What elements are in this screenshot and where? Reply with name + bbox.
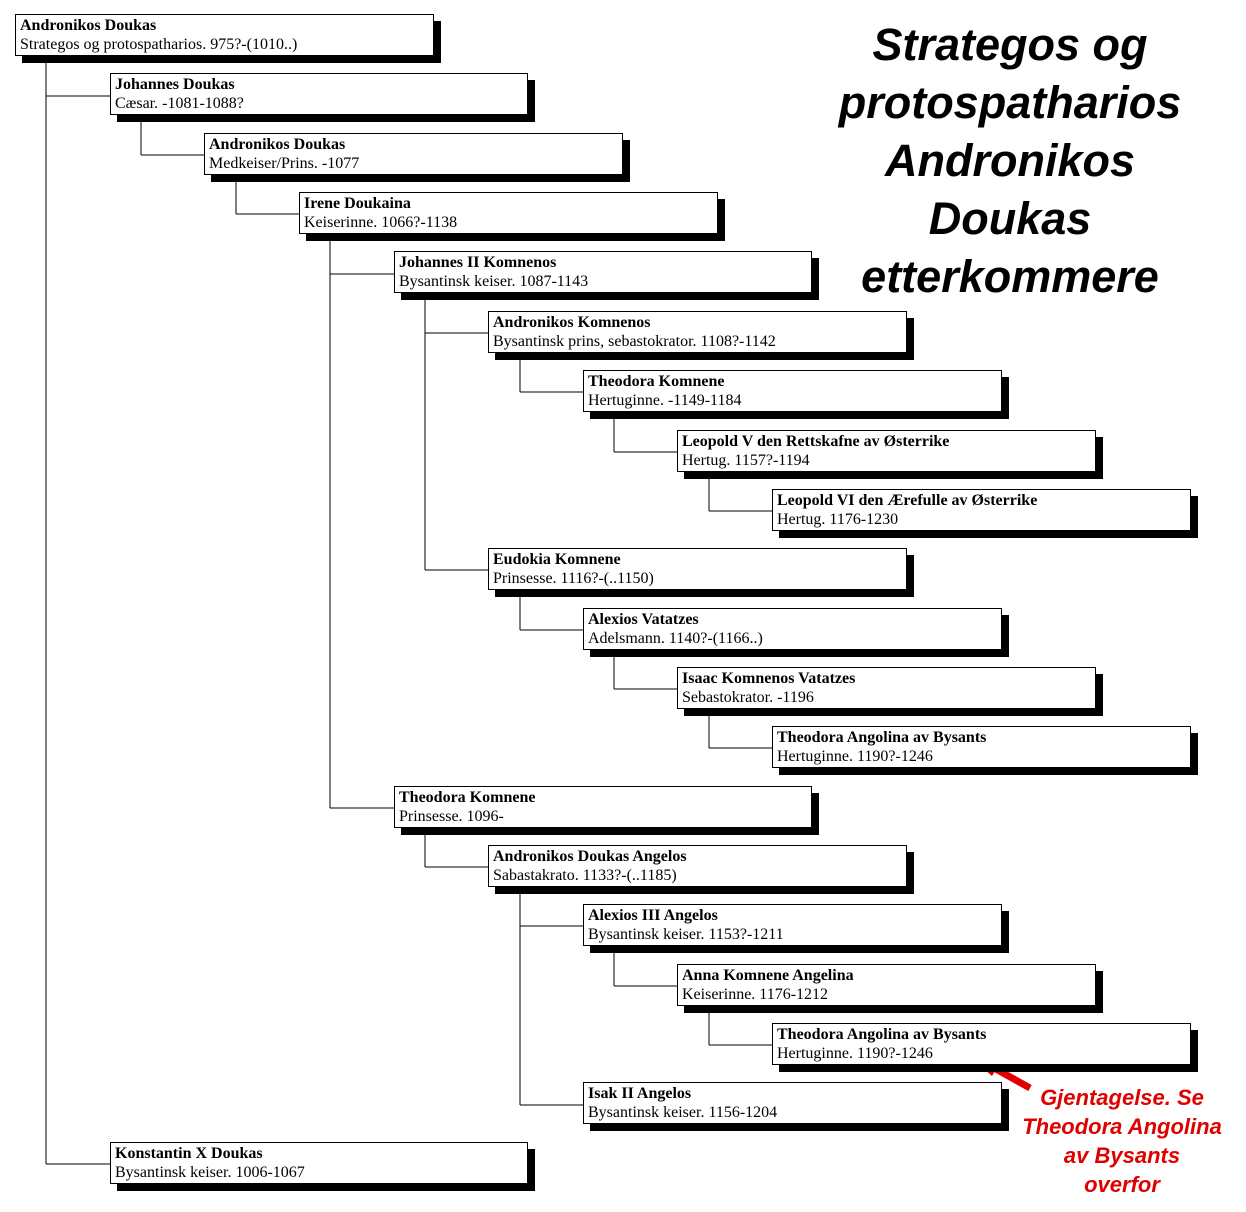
person-box	[677, 667, 1096, 709]
note-line: av Bysants	[1063, 1143, 1181, 1168]
person-name: Theodora Komnene	[399, 789, 536, 806]
person-desc: Prinsesse. 1096-	[399, 808, 504, 825]
person-desc: Hertuginne. -1149-1184	[588, 392, 742, 409]
note-line: Theodora Angolina	[1022, 1114, 1222, 1139]
person-name: Alexios Vatatzes	[588, 611, 699, 628]
person-desc: Hertuginne. 1190?-1246	[777, 748, 933, 765]
person-box	[677, 430, 1096, 472]
person-desc: Sebastokrator. -1196	[682, 689, 814, 706]
person-desc: Hertug. 1157?-1194	[682, 452, 810, 469]
person-desc: Bysantinsk keiser. 1087-1143	[399, 273, 589, 290]
person-name: Isaac Komnenos Vatatzes	[682, 670, 856, 687]
person-box	[772, 726, 1191, 768]
person-name: Isak II Angelos	[588, 1085, 692, 1102]
person-name: Andronikos Doukas Angelos	[493, 848, 687, 865]
person-box	[204, 133, 623, 175]
person-box	[15, 14, 434, 56]
person-name: Leopold VI den Ærefulle av Østerrike	[777, 492, 1038, 509]
person-box	[772, 1023, 1191, 1065]
person-box	[583, 904, 1002, 946]
person-box	[110, 1142, 528, 1184]
person-desc: Bysantinsk keiser. 1006-1067	[115, 1164, 305, 1181]
title-line: Doukas	[928, 193, 1092, 244]
person-box	[488, 845, 907, 887]
person-name: Theodora Angolina av Bysants	[777, 1026, 987, 1043]
person-name: Andronikos Komnenos	[493, 314, 651, 331]
person-name: Anna Komnene Angelina	[682, 967, 854, 984]
person-desc: Cæsar. -1081-1088?	[115, 95, 244, 112]
person-name: Andronikos Doukas	[209, 136, 346, 153]
person-box	[583, 1082, 1002, 1124]
person-desc: Sabastakrato. 1133?-(..1185)	[493, 867, 677, 884]
person-box	[394, 786, 812, 828]
person-desc: Hertug. 1176-1230	[777, 511, 899, 528]
person-desc: Keiserinne. 1066?-1138	[304, 214, 458, 231]
person-name: Leopold V den Rettskafne av Østerrike	[682, 433, 950, 450]
person-box	[772, 489, 1191, 531]
note-line: overfor	[1084, 1172, 1160, 1197]
title-line: Strategos og	[872, 19, 1148, 70]
person-name: Theodora Komnene	[588, 373, 725, 390]
person-name: Andronikos Doukas	[20, 17, 157, 34]
person-name: Theodora Angolina av Bysants	[777, 729, 987, 746]
title-line: etterkommere	[861, 251, 1159, 302]
person-box	[583, 370, 1002, 412]
person-box	[299, 192, 718, 234]
note-line: Gjentagelse. Se	[1040, 1085, 1204, 1110]
person-name: Irene Doukaina	[304, 195, 411, 212]
person-box	[677, 964, 1096, 1006]
person-box	[110, 73, 528, 115]
person-desc: Hertuginne. 1190?-1246	[777, 1045, 933, 1062]
person-desc: Bysantinsk keiser. 1153?-1211	[588, 926, 784, 943]
person-box	[488, 311, 907, 353]
repeat-note	[1004, 1083, 1240, 1199]
person-box	[488, 548, 907, 590]
person-desc: Bysantinsk keiser. 1156-1204	[588, 1104, 778, 1121]
title-line: Andronikos	[884, 135, 1135, 186]
person-desc: Bysantinsk prins, sebastokrator. 1108?-1142	[493, 333, 776, 350]
person-box	[394, 251, 812, 293]
person-desc: Prinsesse. 1116?-(..1150)	[493, 570, 654, 587]
person-box	[583, 608, 1002, 650]
person-desc: Medkeiser/Prins. -1077	[209, 155, 360, 172]
title-line: protospatharios	[838, 77, 1182, 128]
person-name: Johannes Doukas	[115, 76, 235, 93]
diagram-title	[800, 16, 1220, 306]
person-name: Alexios III Angelos	[588, 907, 718, 924]
person-name: Johannes II Komnenos	[399, 254, 557, 271]
person-desc: Adelsmann. 1140?-(1166..)	[588, 630, 763, 647]
person-name: Eudokia Komnene	[493, 551, 621, 568]
person-desc: Keiserinne. 1176-1212	[682, 986, 829, 1003]
person-desc: Strategos og protospatharios. 975?-(1010..)	[20, 36, 298, 53]
person-name: Konstantin X Doukas	[115, 1145, 263, 1162]
